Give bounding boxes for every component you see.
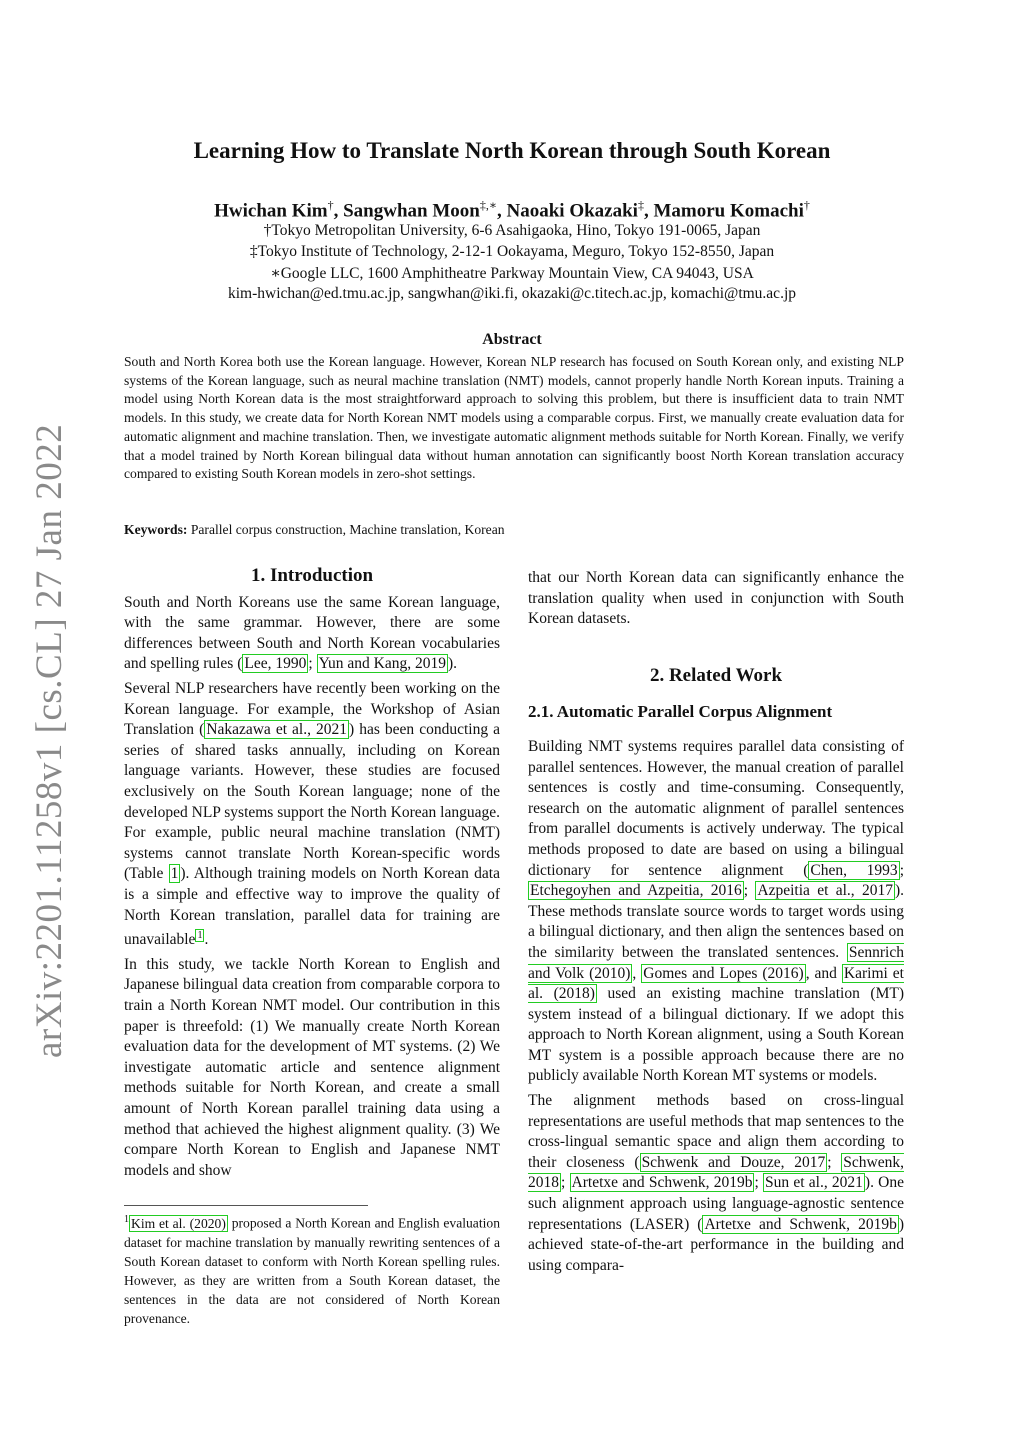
arxiv-identifier: arXiv:2201.11258v1 [cs.CL] 27 Jan 2022 bbox=[29, 423, 70, 1058]
author-name: Mamoru Komachi bbox=[653, 200, 804, 222]
keywords bbox=[124, 522, 904, 538]
author-mark: ‡ bbox=[637, 198, 644, 212]
section-heading-introduction: 1. Introduction bbox=[250, 565, 374, 586]
citation-link[interactable]: Yun and Kang, 2019 bbox=[318, 655, 446, 673]
related-work-paragraph-2 bbox=[528, 1091, 904, 1276]
keywords-text: Parallel corpus construction, Machine translation, Korean bbox=[187, 522, 505, 537]
paper-title: Learning How to Translate North Korean through South Korean bbox=[193, 138, 831, 163]
citation-link[interactable]: Karimi et al. (2018) bbox=[528, 964, 904, 1003]
citation-link[interactable]: Schwenk and Douze, 2017 bbox=[641, 1153, 826, 1171]
footnote-text: proposed a North Korean and English evaluation dataset for machine translation by manually rewriting sentences of a South Korean dataset to conform with North Korean spelling rules. However, as they are written from a South Korean dataset, the sentences in the data are not considered of North Korean provenance. bbox=[124, 1215, 500, 1326]
paragraph-text: ; bbox=[827, 1153, 842, 1171]
footnote-1 bbox=[124, 1210, 500, 1328]
paragraph-text: ; bbox=[308, 655, 317, 673]
paragraph-text: ). One such alignment approach using language-agnostic sentence representations (LASER) ( bbox=[528, 1174, 904, 1233]
paragraph-text: ). Although training models on North Korean data is a simple and effective way to improve the quality of North Korean translation, parallel data for training are unavailable bbox=[124, 865, 500, 949]
paragraph-text: , and bbox=[805, 964, 842, 982]
paragraph-text: The alignment methods based on cross-lingual representations are useful methods that map sentences to the cross-lingual semantic space and align them according to their closeness ( bbox=[528, 1092, 904, 1171]
paragraph-text: ; bbox=[743, 882, 756, 900]
author-name: Sangwhan Moon bbox=[343, 200, 480, 222]
intro-paragraph-continued: that our North Korean data can significantly enhance the translation quality when used in conjunction with South Korean datasets. bbox=[528, 569, 904, 628]
paragraph-text: used an existing machine translation (MT) system instead of a bilingual dictionary. If we adopt this approach to North Korean alignment, using a South Korean MT system is a possible approach because there are no publicly available North Korean MT systems or models. bbox=[528, 985, 904, 1085]
abstract-heading: Abstract bbox=[482, 331, 542, 348]
intro-paragraph-2 bbox=[124, 679, 500, 951]
author-mark: ‡,∗ bbox=[479, 198, 498, 212]
left-column bbox=[124, 566, 500, 1185]
author-name: Hwichan Kim bbox=[214, 200, 328, 222]
citation-link[interactable]: Schwenk, 2018 bbox=[528, 1153, 904, 1192]
email-line: kim-hwichan@ed.tmu.ac.jp, sangwhan@iki.fi, okazaki@c.titech.ac.jp, komachi@tmu.ac.jp bbox=[228, 285, 796, 302]
citation-link[interactable]: Lee, 1990 bbox=[244, 655, 307, 673]
table-reference-link[interactable]: 1 bbox=[170, 865, 179, 883]
affiliation-line: †Tokyo Metropolitan University, 6-6 Asahigaoka, Hino, Tokyo 191-0065, Japan bbox=[263, 222, 761, 239]
intro-paragraph-1 bbox=[124, 593, 500, 675]
paragraph-text: . bbox=[204, 931, 209, 949]
affiliation-line: ‡Tokyo Institute of Technology, 2-12-1 Ookayama, Meguro, Tokyo 152-8550, Japan bbox=[249, 243, 775, 260]
footnote-mark: 1 bbox=[124, 1214, 129, 1225]
citation-link[interactable]: Azpeitia et al., 2017 bbox=[757, 882, 893, 900]
paragraph-text: South and North Koreans use the same Korean language, with the same grammar. However, there are some differences between South and North Korean vocabularies and spelling rules ( bbox=[124, 593, 500, 673]
affiliation-line: ∗Google LLC, 1600 Amphitheatre Parkway Mountain View, CA 94043, USA bbox=[270, 265, 754, 282]
keywords-label: Keywords: bbox=[124, 522, 188, 537]
citation-link[interactable]: Gomes and Lopes (2016) bbox=[643, 964, 804, 982]
subsection-heading: 2.1. Automatic Parallel Corpus Alignment bbox=[528, 702, 833, 722]
citation-link[interactable]: Kim et al. (2020) bbox=[131, 1215, 226, 1231]
paragraph-text: ) achieved state-of-the-art performance in the building and using compara- bbox=[528, 1215, 904, 1274]
citation-link[interactable]: Sennrich and Volk (2010) bbox=[528, 943, 904, 982]
paragraph-text: Several NLP researchers have recently been working on the Korean language. For example, the Workshop of Asian Translation ( bbox=[124, 679, 500, 739]
paragraph-text: ). bbox=[448, 655, 458, 673]
paragraph-text: ; bbox=[754, 1174, 764, 1192]
paragraph-text: Building NMT systems requires parallel data consisting of parallel sentences. However, the manual creation of parallel sentences is costly and time-consuming. Consequently, research on the automatic alignment of parallel sentences from parallel documents is actively underway. The typical methods proposed to date are based on using a bilingual dictionary for sentence alignment ( bbox=[528, 737, 904, 879]
paragraph-text: ; bbox=[899, 861, 904, 879]
related-work-paragraph-1 bbox=[528, 737, 904, 1087]
citation-link[interactable]: Chen, 1993 bbox=[810, 861, 898, 879]
footnote-divider bbox=[124, 1205, 368, 1206]
paragraph-text: ). These methods translate source words to target words using a bilingual dictionary, and then align the sentences based on the similarity between the translated sentences. bbox=[528, 882, 904, 961]
paragraph-text: ) has been conducting a series of shared tasks annually, including on Korean language variants. However, these studies are focused exclusively on the South Korean language; none of the developed NLP systems support the North Korean language. For example, public neural machine translation (NMT) systems cannot translate North Korean-specific words (Table bbox=[124, 721, 500, 883]
paragraph-text: ; bbox=[561, 1174, 570, 1192]
author-mark: † bbox=[803, 198, 810, 212]
citation-link[interactable]: Artetxe and Schwenk, 2019b bbox=[704, 1215, 897, 1233]
intro-paragraph-3: In this study, we tackle North Korean to English and Japanese bilingual data creation from comparable corpora to train a North Korean NMT model. Our contribution in this paper is threefold: (1) We manually create North Korean evaluation data for the development of MT systems. (2) We investigate automatic article and sentence alignment methods suitable for North Korean, and create a small amount of North Korean parallel training data using a method that achieved the highest alignment quality. (3) We compare North Korean to English and Japanese NMT models and show bbox=[124, 955, 500, 1179]
section-heading-related-work: 2. Related Work bbox=[649, 664, 783, 686]
right-column bbox=[528, 568, 904, 1280]
author-name: Naoaki Okazaki bbox=[506, 200, 638, 222]
citation-link[interactable]: Etchegoyhen and Azpeitia, 2016 bbox=[530, 882, 742, 900]
paragraph-text: , bbox=[632, 964, 642, 982]
footnote-reference-link[interactable]: 1 bbox=[197, 930, 203, 942]
author-mark: † bbox=[327, 198, 334, 212]
citation-link[interactable]: Artetxe and Schwenk, 2019b bbox=[571, 1174, 753, 1192]
abstract-body: South and North Korea both use the Korean language. However, Korean NLP research has focused on South Korean only, and existing NLP systems of the Korean language, such as neural machine translation (NMT) models, cannot properly handle North Korean inputs. Training a model using North Korean data is the most straightforward approach to solving this problem, but there is insufficient data to train NMT models. In this study, we create data for North Korean NMT models using a comparable corpus. First, we manually create evaluation data for automatic alignment and machine translation. Then, we investigate automatic alignment methods suitable for North Korean. Finally, we verify that a model trained by North Korean bilingual data without human annotation can significantly boost North Korean translation accuracy compared to existing South Korean models in zero-shot settings. bbox=[124, 354, 904, 482]
author-list: Hwichan Kim†, Sangwhan Moon‡,∗, Naoaki Okazaki‡, Mamoru Komachi† bbox=[214, 198, 810, 222]
citation-link[interactable]: Sun et al., 2021 bbox=[765, 1174, 863, 1192]
citation-link[interactable]: Nakazawa et al., 2021 bbox=[206, 721, 348, 739]
